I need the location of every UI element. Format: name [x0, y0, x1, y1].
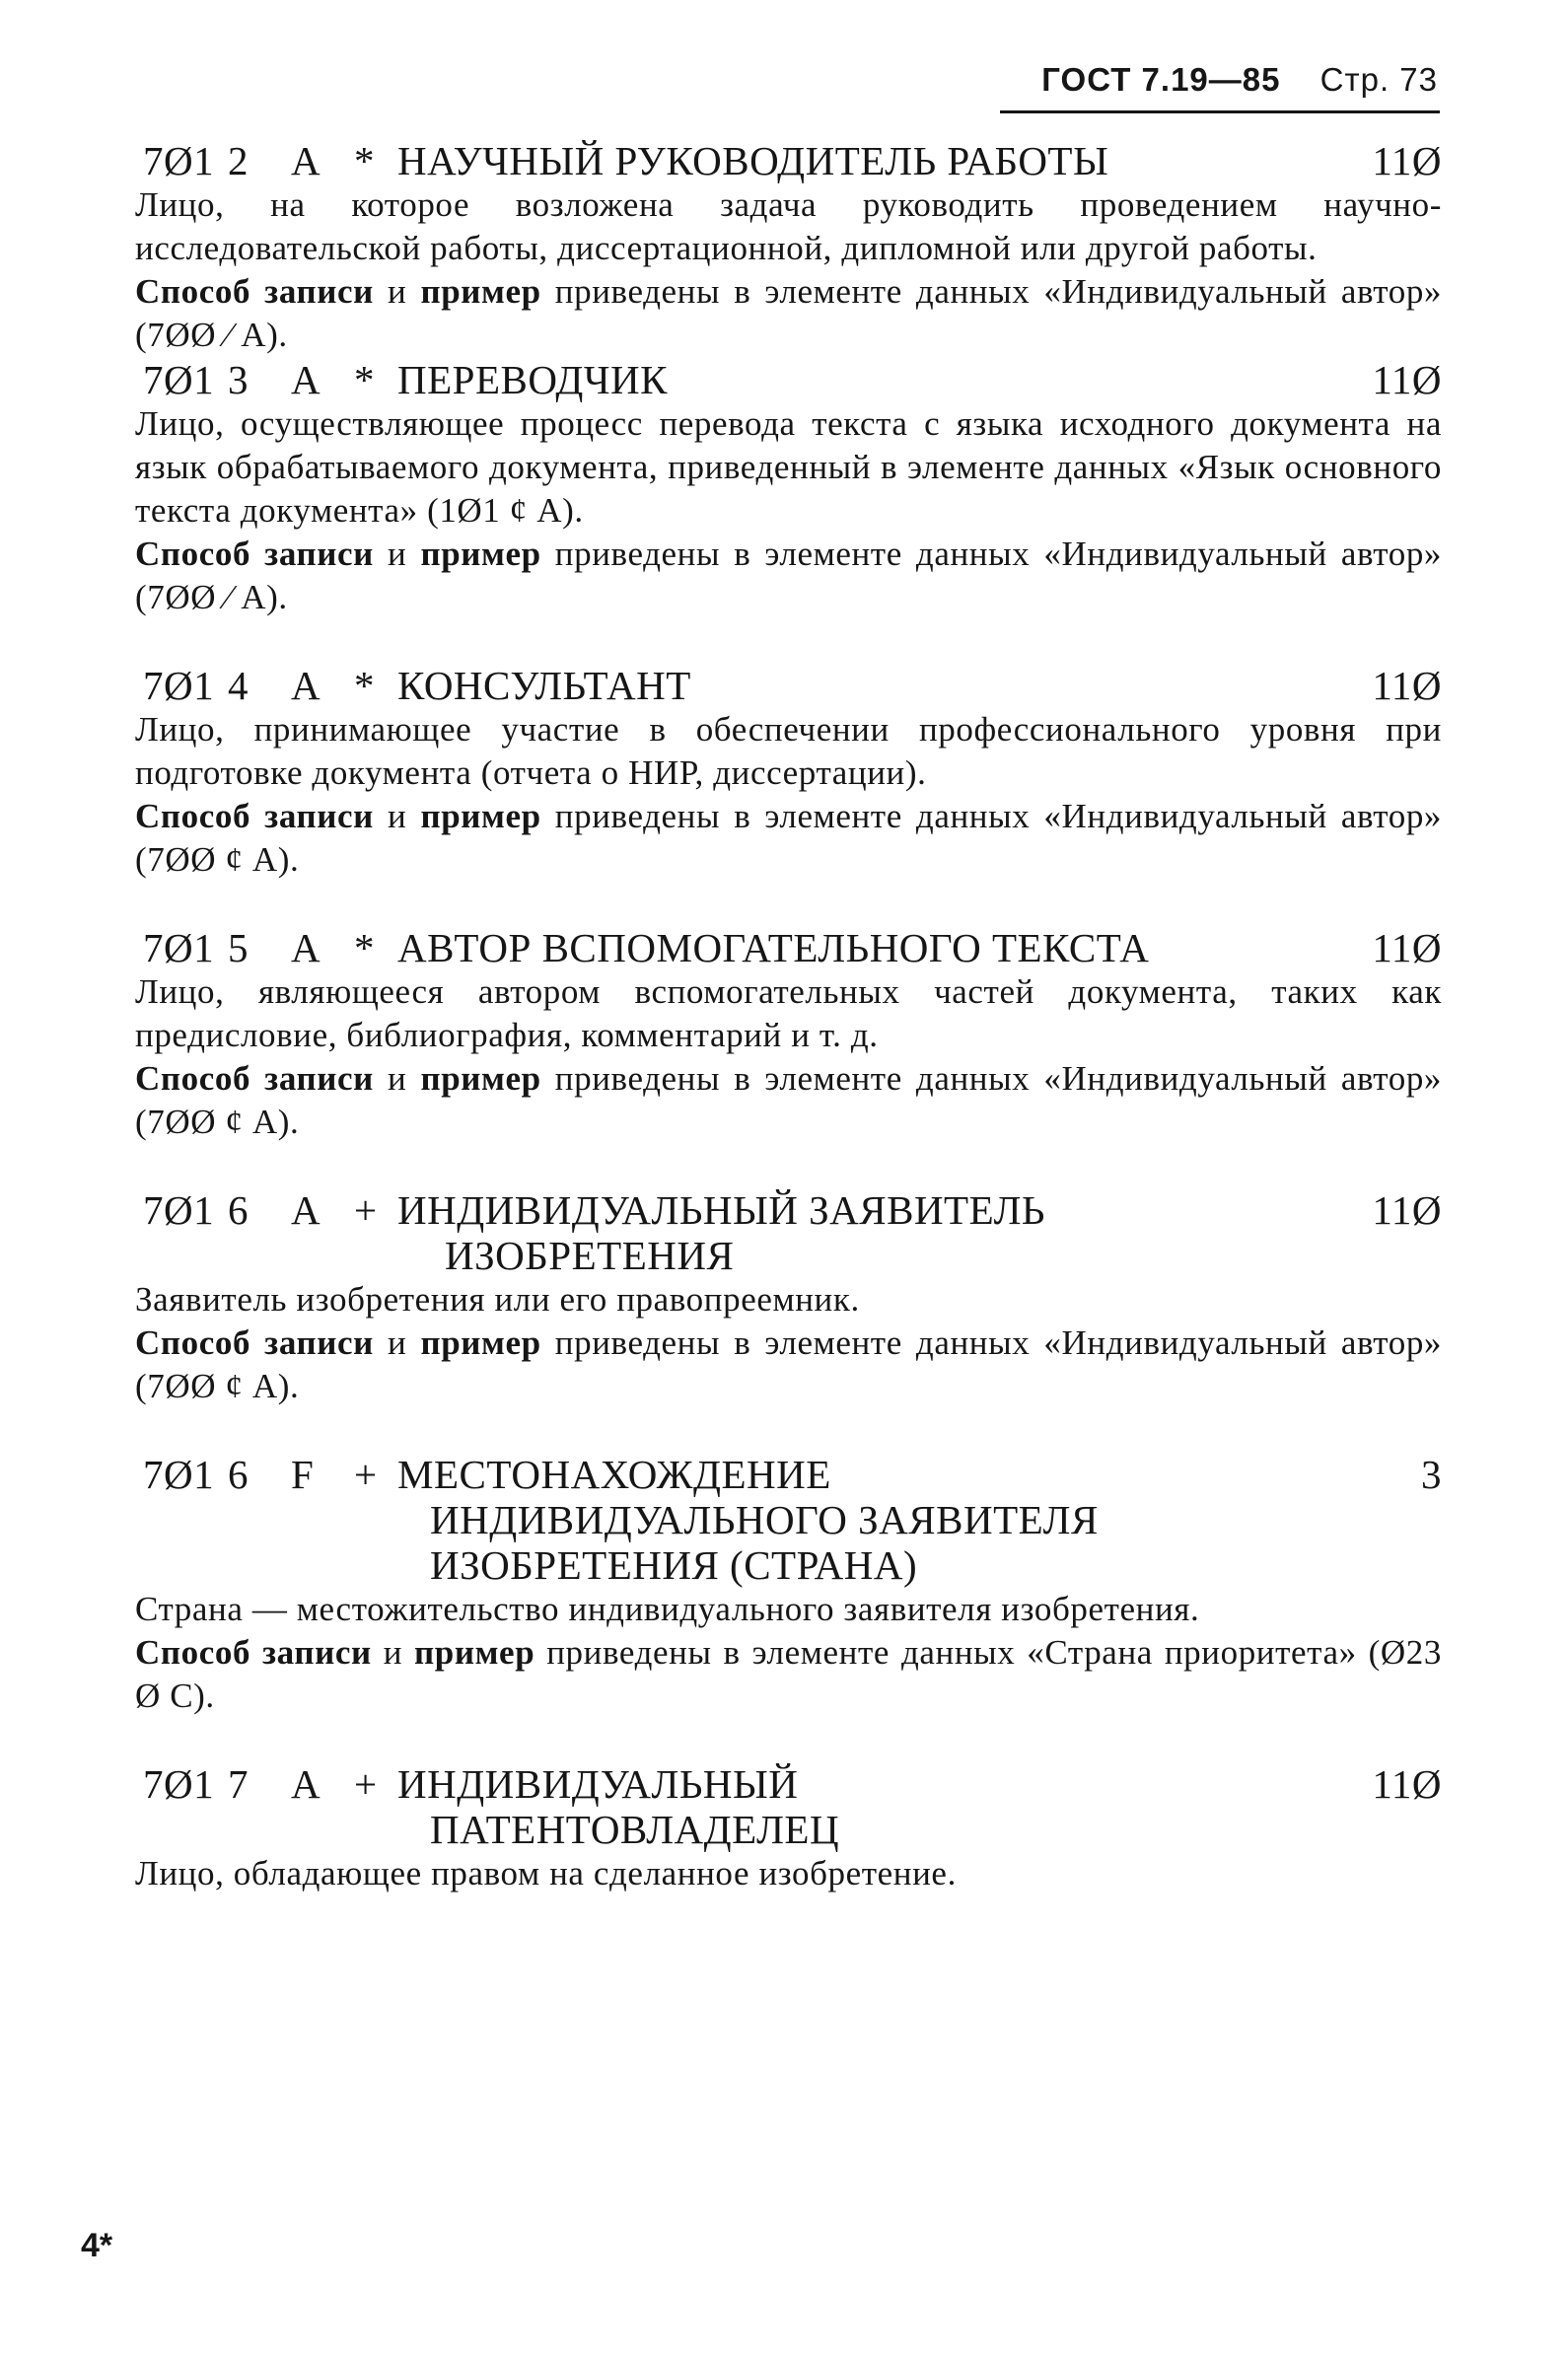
entry-method — [135, 1057, 1442, 1144]
data-element-entry — [135, 1452, 1442, 1718]
mandatory-mark: + — [354, 1187, 378, 1233]
method-and: и — [388, 797, 407, 835]
page-header — [1041, 61, 1438, 99]
entry-heading — [135, 925, 1442, 970]
page-number: Стр. 73 — [1319, 61, 1438, 98]
data-element-entry — [135, 138, 1442, 357]
entry-title: МЕСТОНАХОЖДЕНИЕ — [397, 1452, 831, 1497]
field-length: 11Ø — [1372, 663, 1442, 708]
subfield-number: 6 — [228, 1187, 249, 1233]
entry-title-continuation: ИНДИВИДУАЛЬНОГО ЗАЯВИТЕЛЯ — [430, 1497, 1099, 1542]
entry-title: ИНДИВИДУАЛЬНЫЙ ЗАЯВИТЕЛЬ — [397, 1187, 1045, 1233]
entry-gap — [135, 619, 1442, 663]
data-element-entry — [135, 357, 1442, 619]
field-length: 11Ø — [1372, 925, 1442, 970]
field-length: 11Ø — [1372, 1761, 1442, 1807]
data-element-entry — [135, 663, 1442, 882]
entry-title: ПЕРЕВОДЧИК — [397, 357, 668, 402]
entry-method — [135, 1631, 1442, 1718]
subfield-number: 3 — [228, 357, 249, 402]
entry-gap — [135, 1144, 1442, 1187]
entry-heading — [135, 1452, 1442, 1497]
field-code: 7Ø1 — [143, 1761, 215, 1807]
entry-definition: Страна — местожительство индивидуального заявителя изобретения. — [135, 1590, 1200, 1628]
entry-definition: Лицо, являющееся автором вспомогательных частей документа, таких как предисловие, библиография, комментарий и т. д. — [135, 972, 1442, 1054]
entry-definition: Лицо, принимающее участие в обеспечении профессионального уровня при подготовке документа (отчета о НИР, диссертации). — [135, 710, 1442, 792]
method-reference: приведены в элементе данных «Индивидуальный автор» (7ØØ ⁄ А). — [135, 272, 1443, 354]
document-body — [135, 138, 1442, 1895]
mandatory-mark: * — [354, 138, 375, 183]
mandatory-mark: * — [354, 663, 375, 708]
entry-definition: Лицо, на которое возложена задача руководить проведением научно-исследовательской работы, диссертационной, дипломной или другой работы. — [135, 185, 1442, 267]
example-label: пример — [420, 535, 541, 573]
example-label: пример — [420, 797, 541, 835]
method-label: Способ записи — [135, 797, 374, 835]
entry-method — [135, 1321, 1442, 1408]
method-and: и — [388, 1059, 407, 1098]
mandatory-mark: * — [354, 925, 375, 970]
data-element-entry — [135, 1761, 1442, 1895]
mandatory-mark: * — [354, 357, 375, 402]
entry-title: АВТОР ВСПОМОГАТЕЛЬНОГО ТЕКСТА — [397, 925, 1150, 970]
entry-gap — [135, 1408, 1442, 1452]
mandatory-mark: + — [354, 1761, 378, 1807]
entry-definition: Заявитель изобретения или его правопреемник. — [135, 1280, 860, 1319]
field-code: 7Ø1 — [143, 1187, 215, 1233]
data-element-entry — [135, 925, 1442, 1144]
method-and: и — [388, 272, 407, 311]
subfield-number: 7 — [228, 1761, 249, 1807]
subfield-number: 4 — [228, 663, 249, 708]
header-rule — [1000, 110, 1440, 113]
entry-heading — [135, 1761, 1442, 1807]
entry-gap — [135, 1718, 1442, 1761]
subfield-number: 5 — [228, 925, 249, 970]
subfield-number: 2 — [228, 138, 249, 183]
method-reference: приведены в элементе данных «Страна приоритета» (Ø23 Ø С). — [135, 1633, 1442, 1715]
method-reference: приведены в элементе данных «Индивидуальный автор» (7ØØ ¢ А). — [135, 1323, 1443, 1405]
field-length: 3 — [1421, 1452, 1442, 1497]
entry-method — [135, 533, 1442, 619]
indicator: А — [291, 663, 321, 708]
method-label: Способ записи — [135, 272, 374, 311]
standard-number: ГОСТ 7.19—85 — [1041, 61, 1281, 98]
entry-heading — [135, 138, 1442, 183]
indicator: А — [291, 1761, 321, 1807]
entry-definition: Лицо, обладающее правом на сделанное изобретение. — [135, 1854, 957, 1893]
entry-title: КОНСУЛЬТАНТ — [397, 663, 691, 708]
data-element-entry — [135, 1187, 1442, 1408]
indicator: F — [291, 1452, 315, 1497]
field-code: 7Ø1 — [143, 1452, 215, 1497]
field-length: 11Ø — [1372, 138, 1442, 183]
example-label: пример — [414, 1633, 535, 1672]
method-reference: приведены в элементе данных «Индивидуальный автор» (7ØØ ¢ А). — [135, 1059, 1443, 1141]
example-label: пример — [420, 1059, 541, 1098]
entry-method — [135, 795, 1442, 882]
field-code: 7Ø1 — [143, 925, 215, 970]
entry-title: НАУЧНЫЙ РУКОВОДИТЕЛЬ РАБОТЫ — [397, 138, 1109, 183]
indicator: А — [291, 1187, 321, 1233]
entry-method — [135, 270, 1442, 357]
entry-heading — [135, 1187, 1442, 1233]
indicator: А — [291, 138, 321, 183]
mandatory-mark: + — [354, 1452, 378, 1497]
entry-title-continuation: ИЗОБРЕТЕНИЯ — [445, 1233, 735, 1278]
method-label: Способ записи — [135, 1323, 374, 1362]
entry-heading — [135, 357, 1442, 402]
method-reference: приведены в элементе данных «Индивидуальный автор» (7ØØ ⁄ А). — [135, 535, 1443, 616]
field-code: 7Ø1 — [143, 357, 215, 402]
entry-definition: Лицо, осуществляющее процесс перевода текста с языка исходного документа на язык обрабатываемого документа, приведенный в элементе данных «Язык основного текста документа» (1Ø1 ¢ А). — [135, 404, 1442, 530]
method-and: и — [388, 1323, 407, 1362]
field-length: 11Ø — [1372, 357, 1442, 402]
method-and: и — [388, 535, 407, 573]
entry-gap — [135, 882, 1442, 925]
entry-heading — [135, 663, 1442, 708]
subfield-number: 6 — [228, 1452, 249, 1497]
method-label: Способ записи — [135, 1059, 374, 1098]
field-code: 7Ø1 — [143, 138, 215, 183]
example-label: пример — [420, 1323, 541, 1362]
entry-title: ИНДИВИДУАЛЬНЫЙ — [397, 1761, 799, 1807]
method-reference: приведены в элементе данных «Индивидуальный автор» (7ØØ ¢ А). — [135, 797, 1443, 879]
entry-title-continuation: ПАТЕНТОВЛАДЕЛЕЦ — [430, 1807, 840, 1852]
method-label: Способ записи — [135, 535, 374, 573]
signature-mark: 4* — [81, 2227, 113, 2264]
field-code: 7Ø1 — [143, 663, 215, 708]
method-and: и — [383, 1633, 403, 1672]
method-label: Способ записи — [135, 1633, 372, 1672]
example-label: пример — [420, 272, 541, 311]
indicator: А — [291, 925, 321, 970]
entry-title-continuation: ИЗОБРЕТЕНИЯ (СТРАНА) — [430, 1542, 918, 1588]
field-length: 11Ø — [1372, 1187, 1442, 1233]
indicator: А — [291, 357, 321, 402]
